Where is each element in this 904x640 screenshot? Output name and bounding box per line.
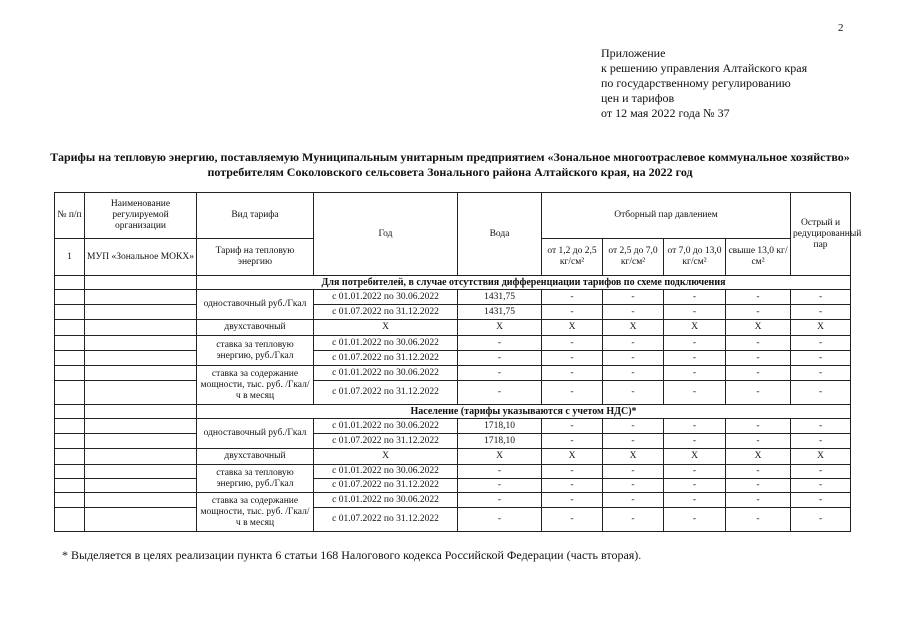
- period-cell: с 01.01.2022 по 30.06.2022: [314, 290, 458, 305]
- appendix-block: [601, 46, 807, 121]
- section-title: Население (тарифы указываются с учетом НДС)*: [197, 405, 851, 419]
- header-tariff-type: Вид тарифа: [197, 193, 314, 239]
- value-cell: 1718,10: [458, 419, 542, 434]
- dash-cell: -: [603, 434, 664, 449]
- dash-cell: -: [603, 351, 664, 366]
- appendix-line: цен и тарифов: [601, 91, 675, 105]
- dash-cell: -: [726, 465, 791, 479]
- dash-cell: -: [458, 366, 542, 381]
- header-pressure-4: свыше 13,0 кг/см²: [726, 239, 791, 276]
- dash-cell: -: [542, 508, 603, 532]
- dash-cell: -: [791, 366, 851, 381]
- tariff-name: Тариф на тепловую энергию: [197, 239, 314, 276]
- dash-cell: -: [542, 493, 603, 508]
- appendix-line: Приложение: [601, 46, 666, 60]
- dash-cell: -: [726, 508, 791, 532]
- dash-cell: -: [791, 336, 851, 351]
- dash-cell: -: [458, 351, 542, 366]
- dash-cell: -: [726, 419, 791, 434]
- x-cell: X: [542, 449, 603, 465]
- x-cell: X: [458, 449, 542, 465]
- value-cell: 1431,75: [458, 305, 542, 320]
- dash-cell: -: [791, 381, 851, 405]
- dash-cell: -: [603, 479, 664, 493]
- dash-cell: -: [542, 381, 603, 405]
- one-rate-label: одноставочный руб./Гкал: [197, 290, 314, 320]
- x-cell: X: [314, 449, 458, 465]
- period-cell: с 01.07.2022 по 31.12.2022: [314, 305, 458, 320]
- header-pressure-3: от 7,0 до 13,0 кг/см²: [664, 239, 726, 276]
- dash-cell: -: [664, 351, 726, 366]
- header-num: № п/п: [55, 193, 85, 239]
- page-number: 2: [838, 22, 844, 34]
- dash-cell: -: [542, 351, 603, 366]
- one-rate-label: одноставочный руб./Гкал: [197, 419, 314, 449]
- dash-cell: -: [458, 381, 542, 405]
- dash-cell: -: [664, 290, 726, 305]
- document-title: Тарифы на тепловую энергию, поставляемую Муниципальным унитарным предприятием «Зональное многоотраслевое коммунальное хозяйство» потребителям Соколовского сельсовета Зонального района Алтайского края, на 2022 год: [50, 150, 850, 179]
- dash-cell: -: [726, 381, 791, 405]
- dash-cell: -: [603, 305, 664, 320]
- dash-cell: -: [458, 493, 542, 508]
- period-cell: с 01.01.2022 по 30.06.2022: [314, 366, 458, 381]
- dash-cell: -: [603, 419, 664, 434]
- dash-cell: -: [458, 479, 542, 493]
- dash-cell: -: [603, 508, 664, 532]
- dash-cell: -: [664, 305, 726, 320]
- x-cell: X: [791, 449, 851, 465]
- dash-cell: -: [791, 479, 851, 493]
- dash-cell: -: [791, 305, 851, 320]
- header-org: Наименование регулируемой организации: [85, 193, 197, 239]
- dash-cell: -: [542, 336, 603, 351]
- capacity-rate-label: ставка за содержание мощности, тыс. руб. /Гкал/ч в месяц: [197, 366, 314, 405]
- two-rate-label: двухставочный: [197, 320, 314, 336]
- dash-cell: -: [603, 465, 664, 479]
- x-cell: X: [726, 449, 791, 465]
- dash-cell: -: [664, 381, 726, 405]
- dash-cell: -: [542, 290, 603, 305]
- dash-cell: -: [726, 493, 791, 508]
- footnote: * Выделяется в целях реализации пункта 6 статьи 168 Налогового кодекса Российской Федерации (часть вторая).: [62, 548, 642, 562]
- dash-cell: -: [603, 336, 664, 351]
- period-cell: с 01.07.2022 по 31.12.2022: [314, 351, 458, 366]
- section-title: Для потребителей, в случае отсутствия дифференциации тарифов по схеме подключения: [197, 276, 851, 290]
- x-cell: X: [458, 320, 542, 336]
- period-cell: с 01.07.2022 по 31.12.2022: [314, 381, 458, 405]
- x-cell: X: [664, 449, 726, 465]
- dash-cell: -: [726, 479, 791, 493]
- dash-cell: -: [726, 351, 791, 366]
- x-cell: X: [603, 449, 664, 465]
- two-rate-label: двухставочный: [197, 449, 314, 465]
- dash-cell: -: [726, 290, 791, 305]
- dash-cell: -: [664, 508, 726, 532]
- dash-cell: -: [791, 419, 851, 434]
- period-cell: с 01.01.2022 по 30.06.2022: [314, 465, 458, 479]
- dash-cell: -: [664, 419, 726, 434]
- capacity-rate-label: ставка за содержание мощности, тыс. руб. /Гкал/ч в месяц: [197, 493, 314, 532]
- x-cell: X: [314, 320, 458, 336]
- period-cell: с 01.07.2022 по 31.12.2022: [314, 508, 458, 532]
- dash-cell: -: [791, 351, 851, 366]
- heat-rate-label: ставка за тепловую энергию, руб./Гкал: [197, 336, 314, 366]
- dash-cell: -: [791, 290, 851, 305]
- appendix-line: к решению управления Алтайского края: [601, 61, 808, 75]
- dash-cell: -: [726, 434, 791, 449]
- header-pressure-2: от 2,5 до 7,0 кг/см²: [603, 239, 664, 276]
- period-cell: с 01.07.2022 по 31.12.2022: [314, 479, 458, 493]
- x-cell: X: [603, 320, 664, 336]
- dash-cell: -: [603, 381, 664, 405]
- value-cell: 1431,75: [458, 290, 542, 305]
- dash-cell: -: [664, 479, 726, 493]
- dash-cell: -: [664, 434, 726, 449]
- header-pressure-1: от 1,2 до 2,5 кг/см²: [542, 239, 603, 276]
- x-cell: X: [726, 320, 791, 336]
- dash-cell: -: [542, 479, 603, 493]
- dash-cell: -: [791, 508, 851, 532]
- dash-cell: -: [603, 290, 664, 305]
- dash-cell: -: [458, 508, 542, 532]
- dash-cell: -: [542, 434, 603, 449]
- appendix-line: по государственному регулированию: [601, 76, 791, 90]
- row-num: 1: [55, 239, 85, 276]
- dash-cell: -: [791, 465, 851, 479]
- dash-cell: -: [664, 493, 726, 508]
- dash-cell: -: [664, 465, 726, 479]
- dash-cell: -: [458, 465, 542, 479]
- dash-cell: -: [542, 465, 603, 479]
- x-cell: X: [664, 320, 726, 336]
- header-steam: Отборный пар давлением: [542, 193, 791, 239]
- period-cell: с 01.07.2022 по 31.12.2022: [314, 434, 458, 449]
- dash-cell: -: [726, 336, 791, 351]
- dash-cell: -: [726, 366, 791, 381]
- dash-cell: -: [542, 366, 603, 381]
- x-cell: X: [791, 320, 851, 336]
- dash-cell: -: [458, 336, 542, 351]
- period-cell: с 01.01.2022 по 30.06.2022: [314, 419, 458, 434]
- appendix-line: от 12 мая 2022 года № 37: [601, 106, 730, 120]
- dash-cell: -: [542, 305, 603, 320]
- header-sharp-steam: Острый и редуцированный пар: [791, 193, 851, 276]
- dash-cell: -: [664, 336, 726, 351]
- org-name: МУП «Зональное МОКХ»: [85, 239, 197, 276]
- period-cell: с 01.01.2022 по 30.06.2022: [314, 336, 458, 351]
- value-cell: 1718,10: [458, 434, 542, 449]
- tariff-table: [54, 192, 862, 532]
- dash-cell: -: [664, 366, 726, 381]
- header-year: Год: [314, 193, 458, 276]
- dash-cell: -: [603, 493, 664, 508]
- dash-cell: -: [542, 419, 603, 434]
- dash-cell: -: [791, 434, 851, 449]
- period-cell: с 01.01.2022 по 30.06.2022: [314, 493, 458, 508]
- heat-rate-label: ставка за тепловую энергию, руб./Гкал: [197, 465, 314, 493]
- x-cell: X: [542, 320, 603, 336]
- dash-cell: -: [791, 493, 851, 508]
- dash-cell: -: [603, 366, 664, 381]
- dash-cell: -: [726, 305, 791, 320]
- header-water: Вода: [458, 193, 542, 276]
